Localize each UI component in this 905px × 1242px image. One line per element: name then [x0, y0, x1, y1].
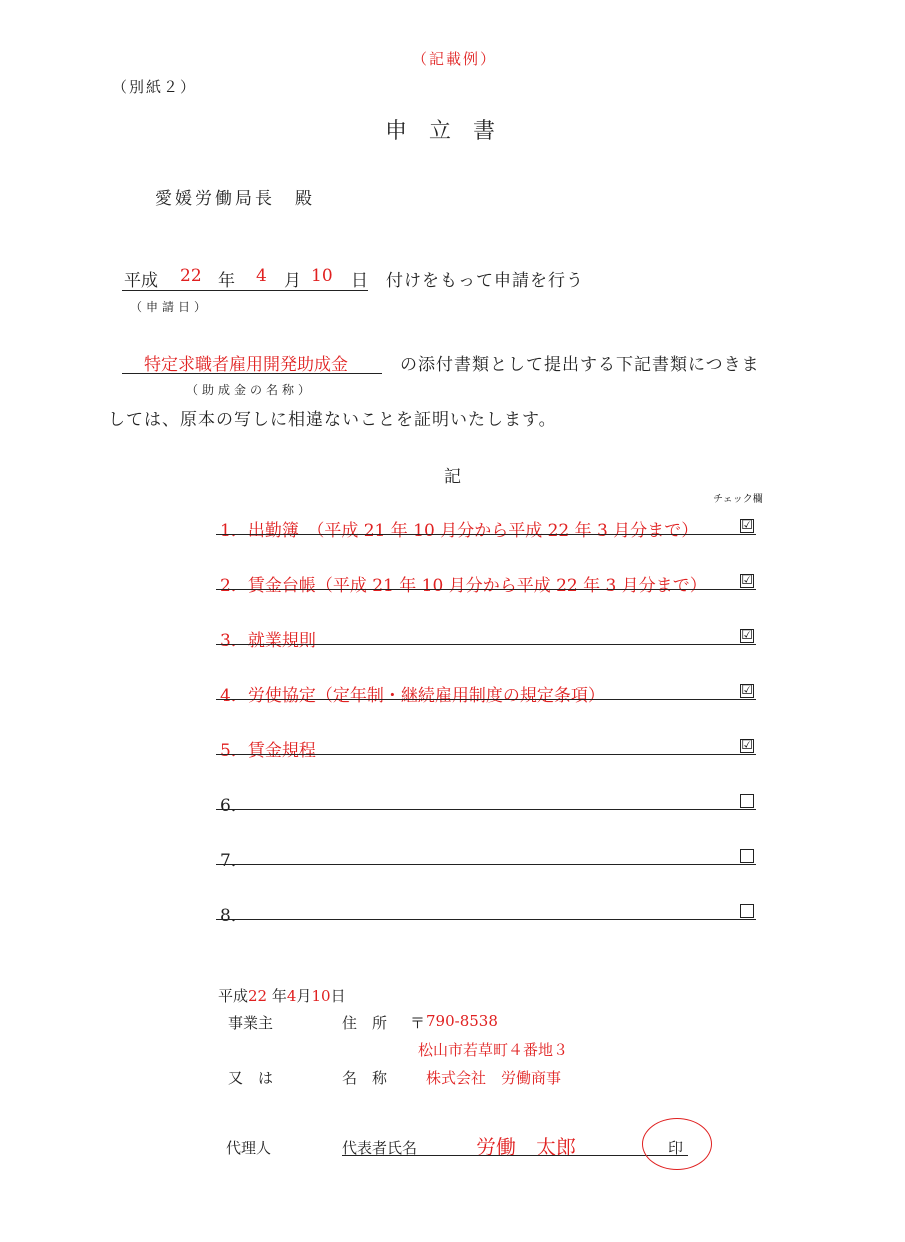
item-checkbox[interactable]: [740, 849, 754, 863]
item-checkbox[interactable]: [740, 794, 754, 808]
item-checkbox[interactable]: ☑: [741, 683, 753, 698]
ki-label: 記: [444, 467, 461, 487]
item-underline: [216, 864, 756, 865]
date-day: 10: [311, 266, 333, 286]
subsidy-suffix: の添付書類として提出する下記書類につきま: [400, 355, 760, 375]
item-underline: [216, 534, 756, 535]
item-underline: [216, 754, 756, 755]
date-day-unit: 日: [351, 271, 368, 291]
representative-label: 代表者氏名: [342, 1139, 418, 1157]
postal-code: 790-8538: [426, 1012, 498, 1030]
address-value: 松山市若草町４番地３: [418, 1041, 569, 1059]
item-name: 就業規則: [247, 631, 316, 651]
item-number: 5．: [220, 741, 248, 761]
date-suffix: 付けをもって申請を行う: [386, 271, 584, 291]
seal-label: 印: [668, 1139, 684, 1157]
subsidy-underline: [122, 373, 382, 374]
representative-underline: [342, 1155, 688, 1156]
item-number: 2．: [220, 576, 248, 596]
addressee: 愛媛労働局長 殿: [155, 189, 315, 209]
item-underline: [216, 809, 756, 810]
item-underline: [216, 699, 756, 700]
date-underline: [122, 290, 368, 291]
subsidy-name: 特定求職者雇用開発助成金: [144, 355, 348, 375]
seal-circle-icon: [642, 1118, 712, 1170]
item-name: 労使協定（定年制・継続雇用制度の規定条項）: [247, 686, 605, 706]
item-underline: [216, 919, 756, 920]
date-month: 4: [256, 266, 267, 286]
item-number: 7．: [220, 851, 248, 871]
item-number: 4．: [220, 686, 248, 706]
item-number: 8．: [220, 906, 248, 926]
check-column-label: チェック欄: [713, 494, 763, 505]
item-checkbox[interactable]: ☑: [741, 628, 753, 643]
item-name: 出勤簿 （平成 21 年 10 月分から平成 22 年 3 月分まで）: [247, 521, 699, 541]
item-checkbox[interactable]: ☑: [741, 518, 753, 533]
employer-label: 事業主: [228, 1014, 274, 1032]
name-label: 名 称: [342, 1069, 388, 1087]
representative-name: 労働 太郎: [476, 1135, 576, 1159]
or-label: 又 は: [228, 1069, 274, 1087]
company-name: 株式会社 労働商事: [426, 1069, 562, 1087]
attachment-label: （別紙２）: [112, 78, 198, 96]
signature-date-day-unit: 日: [330, 987, 346, 1005]
item-number: 3．: [220, 631, 248, 651]
date-month-unit: 月: [284, 271, 301, 291]
signature-date-day: 10: [311, 987, 331, 1005]
example-label: （記載例）: [412, 50, 498, 68]
date-year-unit: 年: [218, 271, 235, 291]
item-checkbox[interactable]: ☑: [741, 573, 753, 588]
item-name: 賃金規程: [247, 741, 316, 761]
date-year: 22: [180, 266, 202, 286]
page-title: 申 立 書: [385, 119, 496, 144]
signature-date-month-unit: 月: [296, 987, 312, 1005]
agent-label: 代理人: [226, 1139, 272, 1157]
item-checkbox[interactable]: [740, 904, 754, 918]
address-label: 住 所: [342, 1014, 388, 1032]
item-underline: [216, 589, 756, 590]
subsidy-caption: （助成金の名称）: [186, 383, 315, 397]
date-caption: （申請日）: [130, 300, 211, 314]
item-number: 1．: [220, 521, 248, 541]
postal-mark: 〒: [410, 1014, 426, 1032]
date-era: 平成: [124, 271, 158, 291]
item-name: 賃金台帳（平成 21 年 10 月分から平成 22 年 3 月分まで）: [247, 576, 707, 596]
subsidy-continuation: しては、原本の写しに相違ないことを証明いたします。: [108, 410, 557, 430]
item-number: 6．: [220, 796, 248, 816]
signature-date-era: 平成: [218, 987, 249, 1005]
item-underline: [216, 644, 756, 645]
signature-date-month: 4: [286, 987, 297, 1005]
item-checkbox[interactable]: ☑: [741, 738, 753, 753]
signature-date: [218, 985, 346, 1006]
signature-date-year-unit: 年: [271, 987, 287, 1005]
signature-date-year: 22: [248, 987, 268, 1005]
